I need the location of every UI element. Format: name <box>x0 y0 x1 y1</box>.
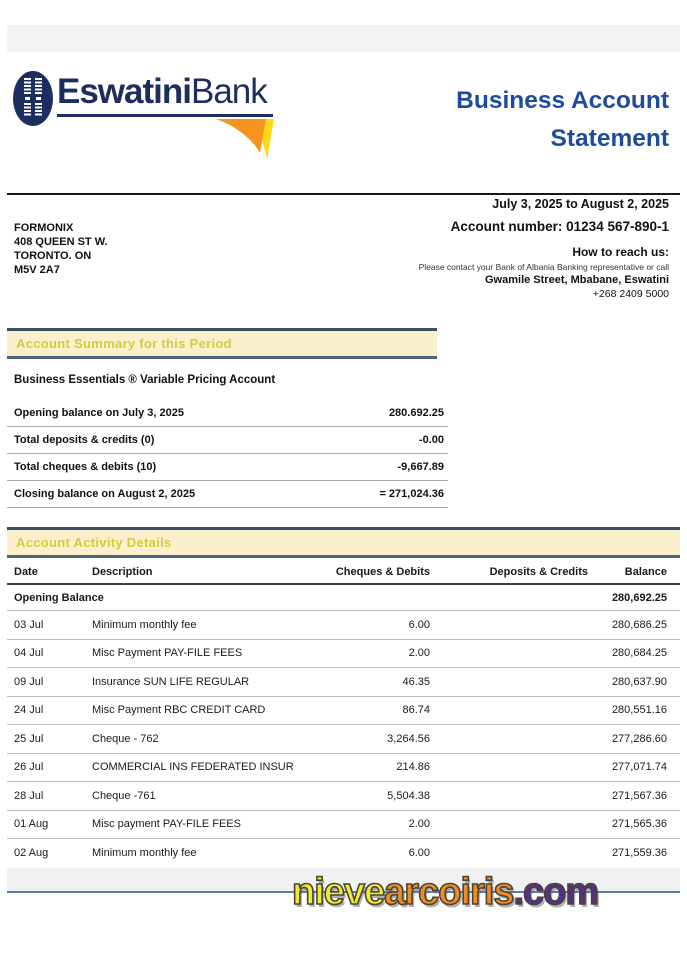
watermark-segment-orange: arcoiris <box>384 871 514 913</box>
summary-label: Total deposits & credits (0) <box>14 434 155 446</box>
opening-balance-value: 280,692.25 <box>611 591 667 604</box>
summary-value: = 271,024.36 <box>379 488 444 500</box>
activity-header-row <box>7 561 680 585</box>
contact-address: Gwamile Street, Mbabane, Eswatini <box>485 274 669 286</box>
col-header-credits: Deposits & Credits <box>489 566 588 578</box>
cell-balance: 277,286.60 <box>611 732 667 745</box>
table-row <box>7 725 680 754</box>
bank-name-bold: Eswatini <box>57 72 191 111</box>
cell-balance: 271,559.36 <box>611 847 667 860</box>
document-title-line1: Business Account <box>456 87 669 114</box>
cell-balance: 280,686.25 <box>611 618 667 631</box>
cell-balance: 280,551.16 <box>611 704 667 717</box>
contact-instruction: Please contact your Bank of Albania Banking representative or call <box>418 262 669 272</box>
cell-description: Cheque -761 <box>92 789 156 802</box>
address-line: M5V 2A7 <box>14 264 60 276</box>
cell-date: 04 Jul <box>14 647 44 660</box>
summary-label: Total cheques & debits (10) <box>14 461 157 473</box>
cell-date: 24 Jul <box>14 704 44 717</box>
cell-balance: 271,565.36 <box>611 818 667 831</box>
summary-label: Opening balance on July 3, 2025 <box>14 407 184 419</box>
cell-debit: 214.86 <box>396 761 430 774</box>
header-divider-line <box>7 193 680 195</box>
cell-balance: 280,637.90 <box>611 675 667 688</box>
activity-section-title: Account Activity Details <box>16 535 172 550</box>
cell-description: Misc Payment PAY-FILE FEES <box>92 647 243 660</box>
cell-debit: 46.35 <box>402 675 430 688</box>
account-number: Account number: 01234 567-890-1 <box>450 219 669 234</box>
bank-logo-oval-icon <box>12 70 54 127</box>
cell-description: Misc Payment RBC CREDIT CARD <box>92 704 266 717</box>
summary-label: Closing balance on August 2, 2025 <box>14 488 196 500</box>
contact-phone: +268 2409 5000 <box>592 288 669 300</box>
watermark-segment-yellow: nieve <box>292 871 385 913</box>
opening-balance-label: Opening Balance <box>14 591 104 604</box>
product-name: Business Essentials ® Variable Pricing Account <box>14 374 276 386</box>
summary-value: -0.00 <box>418 434 444 446</box>
opening-balance-row <box>7 585 680 611</box>
cell-debit: 5,504.38 <box>387 789 430 802</box>
table-row <box>7 782 680 811</box>
customer-address <box>14 221 108 277</box>
cell-date: 03 Jul <box>14 618 44 631</box>
activity-table <box>7 561 680 868</box>
col-header-debits: Cheques & Debits <box>335 566 430 578</box>
cell-debit: 2.00 <box>408 818 430 831</box>
cell-description: Insurance SUN LIFE REGULAR <box>92 675 250 688</box>
statement-meta <box>419 197 669 300</box>
summary-row <box>7 400 448 427</box>
statement-period: July 3, 2025 to August 2, 2025 <box>492 197 669 211</box>
summary-row <box>7 454 448 481</box>
cell-description: Misc payment PAY-FILE FEES <box>92 818 241 831</box>
document-title <box>456 82 669 158</box>
table-row <box>7 611 680 640</box>
summary-row <box>7 481 448 508</box>
cell-description: Cheque - 762 <box>92 732 159 745</box>
watermark <box>292 871 598 914</box>
bank-logo-wordmark <box>57 70 273 117</box>
cell-date: 01 Aug <box>14 818 49 831</box>
col-header-description: Description <box>92 566 153 578</box>
cell-balance: 280,684.25 <box>611 647 667 660</box>
cell-description: COMMERCIAL INS FEDERATED INSUR <box>92 761 294 774</box>
cell-balance: 277,071.74 <box>611 761 667 774</box>
col-header-balance: Balance <box>624 566 667 578</box>
cell-date: 02 Aug <box>14 847 49 860</box>
logo-swoosh-icon <box>216 119 274 159</box>
document-title-line2: Statement <box>550 125 669 152</box>
cell-debit: 2.00 <box>408 647 430 660</box>
cell-debit: 6.00 <box>408 847 430 860</box>
table-row <box>7 839 680 868</box>
address-line: 408 QUEEN ST W. <box>14 236 108 248</box>
cell-date: 28 Jul <box>14 789 44 802</box>
table-row <box>7 754 680 783</box>
summary-section-title: Account Summary for this Period <box>16 336 232 351</box>
summary-value: -9,667.89 <box>397 461 444 473</box>
table-row <box>7 668 680 697</box>
cell-date: 26 Jul <box>14 761 44 774</box>
table-row <box>7 640 680 669</box>
page-top-band <box>7 25 680 52</box>
cell-balance: 271,567.36 <box>611 789 667 802</box>
cell-description: Minimum monthly fee <box>92 618 197 631</box>
summary-value: 280.692.25 <box>388 407 444 419</box>
summary-row <box>7 427 448 454</box>
address-line: TORONTO. ON <box>14 250 92 262</box>
cell-debit: 86.74 <box>402 704 430 717</box>
cell-date: 09 Jul <box>14 675 44 688</box>
cell-description: Minimum monthly fee <box>92 847 197 860</box>
table-row <box>7 697 680 726</box>
activity-section-band <box>7 527 680 558</box>
bank-name-light: Bank <box>190 72 267 111</box>
summary-table <box>7 400 448 508</box>
col-header-date: Date <box>14 566 38 578</box>
cell-debit: 3,264.56 <box>387 732 430 745</box>
address-line: FORMONIX <box>14 222 74 234</box>
watermark-segment-purple: .com <box>513 871 599 913</box>
cell-debit: 6.00 <box>408 618 430 631</box>
summary-section-band <box>7 328 437 359</box>
table-row <box>7 811 680 840</box>
contact-heading: How to reach us: <box>572 245 669 259</box>
bank-logo <box>12 70 292 160</box>
cell-date: 25 Jul <box>14 732 44 745</box>
